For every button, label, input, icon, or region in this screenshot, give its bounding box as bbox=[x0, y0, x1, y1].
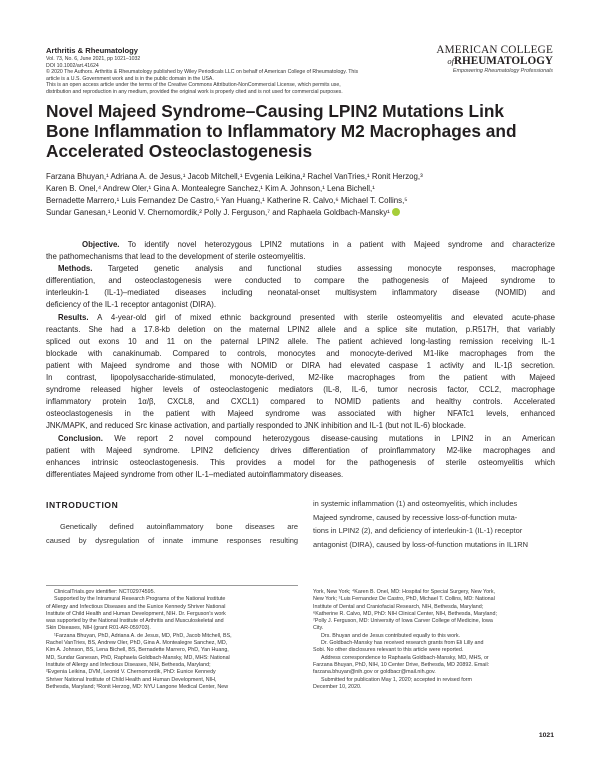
footnote-line: York, New York; ⁴Karen B. Onel, MD: Hospital for Special Surgery, New York, bbox=[313, 589, 495, 595]
abstract-row: In contrast, lipopolysaccharide-stimulated, monocyte-derived, M2-like macrophages from the patient with Majeed bbox=[46, 373, 555, 383]
logo-line1: AMERICAN COLLEGE bbox=[436, 44, 553, 56]
page-number: 1021 bbox=[538, 732, 554, 739]
logo-line2 bbox=[436, 56, 553, 67]
logo-tagline: Empowering Rheumatology Professionals bbox=[452, 68, 553, 74]
abstract-row: differentiation, and osteoclastogenesis were conducted to compare the pathogenesis of Majeed syndrome to bbox=[46, 276, 555, 286]
conclusion-label: Conclusion. bbox=[58, 433, 103, 443]
orcid-icon[interactable] bbox=[392, 208, 400, 216]
abstract-row bbox=[46, 312, 555, 324]
footnote-line: farzana.bhuyan@nih.gov or goldbacr@mail.nih.gov. bbox=[313, 669, 436, 676]
article-title bbox=[46, 101, 566, 161]
footnote-line: Farzana Bhuyan, PhD, NIH, 10 Center Drive, Bethesda, MD 20892. Email: bbox=[313, 661, 490, 668]
author-list bbox=[46, 171, 556, 219]
abstract-objective bbox=[46, 239, 555, 263]
abstract-row: JNK/MAPK, and reduced Src kinase activation, and partially responded to JNK inhibition and IL-1 (but not IL-6) blockade. bbox=[46, 421, 466, 431]
abstract-row: spliced out exons 10 and 11 on the paternal LPIN2 allele. The patient achieved long-lasting remission receiving IL-1 bbox=[46, 336, 555, 346]
footnote-line: Address correspondence to Raphaela Goldbach-Mansky, MD, MHS, or bbox=[321, 654, 489, 661]
logo-rheum: RHEUMATOLOGY bbox=[453, 55, 553, 67]
abstract-row: enhances intrinsic osteoclastogenesis. This provides a model for the pathogenesis of sterile osteomyelitis which bbox=[46, 457, 555, 467]
intro-row: in systemic inflammation (1) and osteomyelitis, which includes bbox=[313, 499, 518, 508]
abstract-row: patient with Majeed syndrome and those with NOMID or DIRA had elevated caspase 1 activity and IL-1β secretion. bbox=[46, 360, 555, 370]
footnote-line: Institute of Allergy and Infectious Diseases, NIH, Bethesda, Maryland; bbox=[46, 661, 211, 668]
abstract-row: inflammatory protein 1α/β, CXCL8, and CXCL1) compared to NOMID patients and healthy controls. Accelerated bbox=[46, 397, 555, 407]
objective-label: Objective. bbox=[82, 240, 120, 249]
abstract-row bbox=[46, 433, 555, 445]
journal-name: Arthritis & Rheumatology bbox=[46, 46, 138, 55]
intro-row: antagonist (DIRA), caused by loss-of-function mutations in IL1RN bbox=[313, 539, 528, 549]
footnote-line: ⁶Katherine R. Calvo, MD, PhD: NIH Clinical Center, NIH, Bethesda, Maryland; bbox=[313, 610, 497, 617]
intro-row: Genetically defined autoinflammatory bone diseases are bbox=[60, 522, 298, 531]
author-line: Karen B. Onel,⁴ Andrew Oler,¹ Gina A. Montealegre Sanchez,¹ Kim A. Johnson,¹ Lena Bichell,¹ bbox=[46, 184, 375, 193]
abstract-row: syndrome released higher levels of osteoclastogenic mediators (IL-8, IL-6, tumor necrosis factor, CCL2, macrophage bbox=[46, 385, 555, 395]
abstract-row: differentiates Majeed syndrome from other IL-1–mediated autoinflammatory diseases. bbox=[46, 469, 344, 479]
introduction-heading: INTRODUCTION bbox=[46, 500, 119, 510]
title-line: Accelerated Osteoclastogenesis bbox=[46, 141, 313, 161]
footnote-line: Bethesda, Maryland; ³Ronit Herzog, MD: NYU Langone Medical Center, New bbox=[46, 683, 229, 690]
results-text: A 4-year-old girl of mixed ethnic background presented with sterile osteomyelitis and elevated acute-phase bbox=[88, 312, 555, 322]
title-line: Bone Inflammation to Inflammatory M2 Macrophages and bbox=[46, 121, 517, 141]
abstract-row: deficiency of the IL-1 receptor antagonist (DIRA). bbox=[46, 300, 217, 310]
footnote-line: Sobi. No other disclosures relevant to this article were reported. bbox=[313, 647, 464, 654]
intro-row: caused by dysregulation of innate immune responses resulting bbox=[46, 535, 298, 545]
footnote-line: Institute of Dental and Craniofacial Research, NIH, Bethesda, Maryland; bbox=[313, 603, 484, 610]
intro-row: Majeed syndrome, caused by recessive loss-of-function muta- bbox=[313, 512, 518, 522]
footnote-line: New York; ⁵Luis Fernandez De Castro, PhD, Michael T. Collins, MD: National bbox=[313, 596, 495, 603]
meta-line: © 2020 The Authors. Arthritis & Rheumatology published by Wiley Periodicals LLC on behalf of American College of Rheumatology. This bbox=[46, 69, 359, 76]
introduction-left bbox=[46, 520, 298, 547]
acr-logo bbox=[436, 44, 553, 74]
footnote-line: Drs. Bhuyan and de Jesus contributed equally to this work. bbox=[321, 632, 461, 639]
abstract bbox=[46, 239, 555, 481]
abstract-methods bbox=[46, 263, 555, 311]
meta-line: This is an open access article under the terms of the Creative Commons Attribution-NonCommercial License, which permits use, bbox=[46, 82, 341, 89]
footnote-line: City. bbox=[313, 625, 324, 632]
abstract-conclusion bbox=[46, 433, 555, 481]
title-line: Novel Majeed Syndrome–Causing LPIN2 Mutations Link bbox=[46, 101, 505, 121]
footnotes-right bbox=[313, 589, 556, 691]
author-line-last bbox=[46, 207, 556, 219]
footnotes-left bbox=[46, 589, 298, 691]
footnote-line: Rachel VanTries, BS, Andrew Oler, PhD, Gina A. Montealegre Sanchez, MD, bbox=[46, 640, 228, 647]
footnote-line: of Allergy and Infectious Diseases and the Eunice Kennedy Shriver National bbox=[46, 603, 226, 610]
author-line: Sundar Ganesan,¹ Leonid V. Chernomordik,² Polly J. Ferguson,⁷ and Raphaela Goldbach-Mansky¹ bbox=[46, 208, 390, 217]
footnote-line: was supported by the National Institute of Arthritis and Musculoskeletal and bbox=[46, 618, 224, 625]
footnote-line: ¹Farzana Bhuyan, PhD, Adriana A. de Jesus, MD, PhD, Jacob Mitchell, BS, bbox=[54, 632, 232, 639]
intro-row: tions in LPIN2 (2), and deficiency of interleukin-1 (IL-1) receptor bbox=[313, 526, 523, 536]
abstract-results bbox=[46, 312, 555, 433]
author-line: Farzana Bhuyan,¹ Adriana A. de Jesus,¹ Jacob Mitchell,¹ Evgenia Leikina,² Rachel VanTries,¹ Ronit Herzog,³ bbox=[46, 172, 423, 181]
article-meta bbox=[46, 56, 446, 96]
footnote-line: Kim A. Johnson, BS, Lena Bichell, BS, Bernadette Marrero, PhD, Yan Huang, bbox=[46, 647, 229, 654]
author-line: Bernadette Marrero,¹ Luis Fernandez De Castro,⁵ Yan Huang,¹ Katherine R. Calvo,⁶ Michael T. Collins,⁵ bbox=[46, 196, 408, 205]
meta-line: DOI 10.1002/art.41624 bbox=[46, 62, 99, 69]
methods-text: Targeted genetic analysis and functional studies assessing monocyte responses, macrophage bbox=[92, 264, 555, 274]
footnote-line: Supported by the Intramural Research Programs of the National Institute bbox=[54, 596, 226, 603]
footnote-line: Dr. Goldbach-Mansky has received research grants from Eli Lilly and bbox=[321, 640, 484, 647]
meta-line: article is a U.S. Government work and is in the public domain in the USA. bbox=[46, 75, 214, 82]
abstract-row bbox=[46, 263, 555, 275]
footnote-line: ⁷Polly J. Ferguson, MD: University of Iowa Carver College of Medicine, Iowa bbox=[313, 618, 493, 625]
abstract-row: patient with Majeed syndrome. LPIN2 deficiency drives differentiation of proinflammatory M2-like macrophages and bbox=[46, 445, 555, 455]
footnote-line: Shriver National Institute of Child Health and Human Development, NIH, bbox=[46, 676, 217, 683]
abstract-row: the pathomechanisms that lead to the development of sterile osteomyelitis. bbox=[46, 252, 306, 262]
footnote-divider bbox=[46, 585, 298, 586]
meta-line: distribution and reproduction in any medium, provided the original work is properly cited and is not used for commercial purposes. bbox=[46, 88, 343, 95]
abstract-row bbox=[46, 239, 555, 251]
footnote-line: Institute of Child Health and Human Development, NIH. Dr. Ferguson's work bbox=[46, 610, 226, 617]
abstract-row: reactants. She had a 17.8-kb deletion on the maternal LPIN2 allele and a splice site mutation, p.R517H, that variably bbox=[46, 324, 555, 334]
objective-text: To identify novel heterozygous LPIN2 mutations in a patient with Majeed syndrome and characterize bbox=[119, 240, 555, 249]
footnote-line: ²Evgenia Leikina, DVM, Leonid V. Chernomordik, PhD: Eunice Kennedy bbox=[46, 669, 216, 676]
abstract-row: osteoclastogenesis in the patient with Majeed syndrome was associated with higher NFATc1 levels, enhanced bbox=[46, 409, 555, 419]
footnote-line: Skin Diseases, NIH (grant R01-AR-059703). bbox=[46, 625, 151, 632]
logo-of: of bbox=[447, 56, 454, 66]
introduction-right bbox=[313, 497, 556, 551]
results-label: Results. bbox=[58, 312, 89, 322]
abstract-row: interleukin-1 (IL-1)–mediated diseases including neonatal-onset multisystem inflammatory disease (NOMID) and bbox=[46, 288, 555, 298]
conclusion-text: We report 2 novel compound heterozygous disease-causing mutations in LPIN2 in an American bbox=[102, 433, 555, 443]
footnote-line: Submitted for publication May 1, 2020; accepted in revised form bbox=[321, 676, 472, 683]
meta-line: Vol. 73, No. 6, June 2021, pp 1021–1032 bbox=[46, 56, 141, 62]
abstract-row: blockade with canakinumab. Compared to controls, monocytes and monocyte-derived M1-like macrophages from the bbox=[46, 348, 555, 358]
footnote-line: December 10, 2020. bbox=[313, 683, 362, 690]
footnote-line: ClinicalTrials.gov identifier: NCT02974595. bbox=[54, 589, 156, 595]
methods-label: Methods. bbox=[58, 264, 93, 274]
footnote-line: MD, Sundar Ganesan, PhD, Raphaela Goldbach-Mansky, MD, MHS: National bbox=[46, 654, 230, 661]
